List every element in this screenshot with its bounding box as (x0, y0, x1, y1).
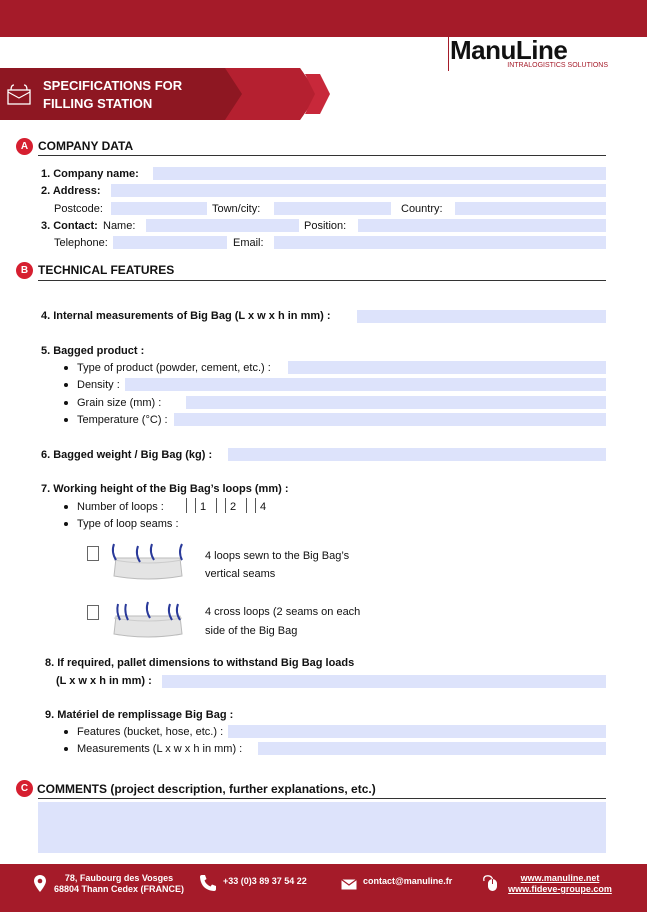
town-field[interactable] (274, 202, 391, 215)
seam-option-2-text-line2: side of the Big Bag (205, 625, 298, 637)
loops-count-label: Number of loops : (77, 501, 164, 513)
logo-wordmark: ManuLine (450, 35, 568, 65)
envelope-icon (341, 879, 357, 890)
section-b-badge: B (16, 262, 33, 279)
q8-label-line1: 8. If required, pallet dimensions to withstand Big Bag loads (45, 657, 355, 669)
footer-address-line1: 78, Faubourg des Vosges (64, 873, 174, 883)
big-bag-cross-loops-image (108, 598, 188, 640)
logo-tagline: INTRALOGISTICS SOLUTIONS (507, 62, 608, 69)
address-label: 2. Address: (41, 185, 101, 197)
density-field[interactable] (125, 378, 606, 391)
section-b-title: TECHNICAL FEATURES (38, 263, 175, 277)
address-field[interactable] (111, 184, 606, 197)
section-a-badge: A (16, 138, 33, 155)
measurements-label: Measurements (L x w x h in mm) : (77, 743, 243, 755)
section-b-rule (38, 280, 606, 281)
seams-type-label: Type of loop seams : (77, 518, 179, 530)
q8-label-line2: (L x w x h in mm) : (56, 675, 152, 687)
email-label: Email: (233, 237, 264, 249)
section-a-rule (38, 155, 606, 156)
bullet (64, 747, 68, 751)
q9-label: 9. Matériel de remplissage Big Bag : (45, 709, 234, 721)
loops-2-checkbox[interactable] (216, 498, 226, 513)
q5-label: 5. Bagged product : (41, 345, 145, 357)
features-label: Features (bucket, hose, etc.) : (77, 726, 224, 738)
bullet (64, 730, 68, 734)
page-title (43, 77, 263, 113)
email-field[interactable] (274, 236, 606, 249)
telephone-field[interactable] (113, 236, 227, 249)
q4-field[interactable] (357, 310, 606, 323)
seam-option-1-text-line2: vertical seams (205, 568, 276, 580)
footer-address (53, 873, 185, 895)
contact-label: 3. Contact: (41, 220, 98, 232)
footer-websites (506, 873, 614, 895)
q7-label: 7. Working height of the Big Bag’s loops (mm) : (41, 483, 289, 495)
q4-label: 4. Internal measurements of Big Bag (L x w x h in mm) : (41, 310, 331, 322)
mouse-icon (482, 874, 500, 892)
page-title-line2: FILLING STATION (43, 96, 153, 111)
section-c-title: COMMENTS (project description, further explanations, etc.) (37, 782, 376, 796)
location-pin-icon (34, 875, 46, 892)
logo-accent-line (448, 37, 449, 71)
contact-name-field[interactable] (146, 219, 299, 232)
bullet (64, 522, 68, 526)
product-type-label: Type of product (powder, cement, etc.) : (77, 362, 271, 374)
manuline-logo (450, 36, 608, 69)
grain-size-field[interactable] (186, 396, 606, 409)
grain-size-label: Grain size (mm) : (77, 397, 162, 409)
postcode-field[interactable] (111, 202, 207, 215)
features-field[interactable] (228, 725, 606, 738)
bullet (64, 505, 68, 509)
telephone-label: Telephone: (54, 237, 108, 249)
footer-address-line2: 68804 Thann Cedex (FRANCE) (53, 884, 185, 894)
position-field[interactable] (358, 219, 606, 232)
big-bag-vertical-seams-image (108, 540, 188, 582)
section-c-rule (38, 798, 606, 799)
temperature-label: Temperature (°C) : (77, 414, 168, 426)
loops-1-label: 1 (200, 501, 207, 513)
seam-option-2-text-line1: 4 cross loops (2 seams on each (205, 606, 361, 618)
top-color-bar (0, 0, 647, 37)
company-name-label: 1. Company name: (41, 168, 139, 180)
contact-name-label: Name: (103, 220, 136, 232)
loops-4-checkbox[interactable] (246, 498, 256, 513)
town-label: Town/city: (212, 203, 261, 215)
section-c-badge: C (16, 780, 33, 797)
measurements-field[interactable] (258, 742, 606, 755)
company-name-field[interactable] (153, 167, 606, 180)
comments-textarea[interactable] (38, 802, 606, 853)
bullet (64, 418, 68, 422)
footer-website-link-1[interactable]: www.manuline.net (520, 873, 600, 883)
loops-1-checkbox[interactable] (186, 498, 196, 513)
phone-icon (199, 874, 217, 892)
q6-field[interactable] (228, 448, 606, 461)
big-bag-icon (6, 84, 32, 106)
seam-option-1-checkbox[interactable] (87, 546, 99, 561)
country-label: Country: (401, 203, 443, 215)
seam-option-1-text-line1: 4 loops sewn to the Big Bag’s (205, 550, 350, 562)
footer-email[interactable]: contact@manuline.fr (363, 876, 453, 886)
seam-option-2-checkbox[interactable] (87, 605, 99, 620)
loops-4-label: 4 (260, 501, 267, 513)
postcode-label: Postcode: (54, 203, 103, 215)
bullet (64, 366, 68, 370)
country-field[interactable] (455, 202, 606, 215)
section-a-title: COMPANY DATA (38, 139, 134, 153)
page-title-line1: SPECIFICATIONS FOR (43, 78, 183, 93)
footer-website-link-2[interactable]: www.fideve-groupe.com (508, 884, 612, 894)
bullet (64, 401, 68, 405)
loops-2-label: 2 (230, 501, 237, 513)
temperature-field[interactable] (174, 413, 606, 426)
q6-label: 6. Bagged weight / Big Bag (kg) : (41, 449, 213, 461)
density-label: Density : (77, 379, 120, 391)
product-type-field[interactable] (288, 361, 606, 374)
footer-phone: +33 (0)3 89 37 54 22 (223, 876, 307, 886)
position-label: Position: (304, 220, 347, 232)
bullet (64, 383, 68, 387)
q8-field[interactable] (162, 675, 606, 688)
